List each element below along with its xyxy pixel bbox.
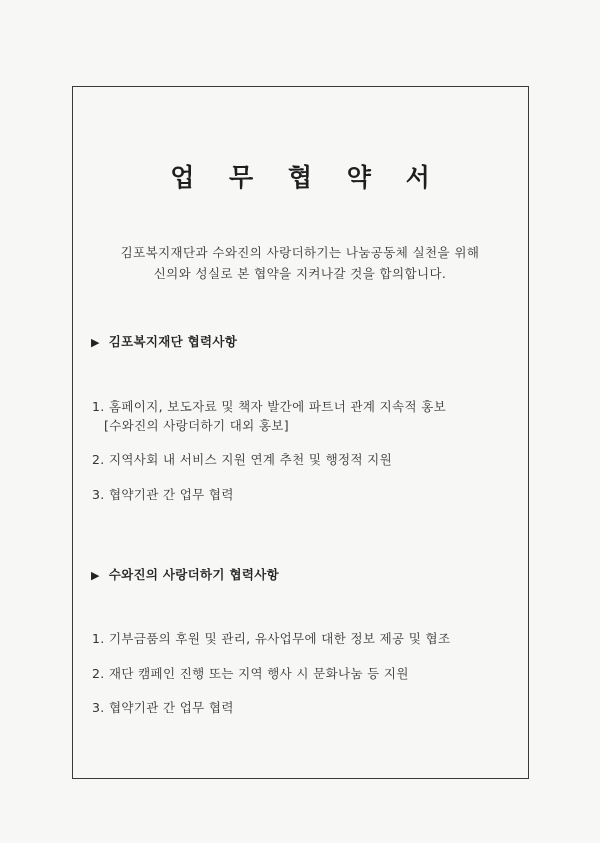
list-item: 2. 재단 캠페인 진행 또는 지역 행사 시 문화나눔 등 지원 <box>92 666 409 681</box>
section-heading-label: 김포복지재단 협력사항 <box>108 334 238 349</box>
list-item: 1. 홈페이지, 보도자료 및 책자 발간에 파트너 관계 지속적 홍보 <box>92 399 447 414</box>
intro-line-1: 김포복지재단과 수와진의 사랑더하기는 나눔공동체 실천을 위해 <box>120 245 480 260</box>
section-heading-label: 수와진의 사랑더하기 협력사항 <box>108 567 279 582</box>
section-heading-gimpo <box>91 332 237 350</box>
list-item: 3. 협약기관 간 업무 협력 <box>92 487 234 502</box>
triangle-bullet-icon: ▶ <box>91 569 100 582</box>
list-item-note: [수와진의 사랑더하기 대외 홍보] <box>104 418 289 433</box>
document-title: 업 무 협 약 서 <box>170 163 443 192</box>
section-heading-suwajin <box>91 565 279 583</box>
list-item: 1. 기부금품의 후원 및 관리, 유사업무에 대한 정보 제공 및 협조 <box>92 631 451 646</box>
list-item: 2. 지역사회 내 서비스 지원 연계 추천 및 행정적 지원 <box>92 452 393 467</box>
triangle-bullet-icon: ▶ <box>91 336 100 349</box>
intro-line-2: 신의와 성실로 본 협약을 지켜나갈 것을 합의합니다. <box>153 266 447 281</box>
list-item: 3. 협약기관 간 업무 협력 <box>92 700 234 715</box>
